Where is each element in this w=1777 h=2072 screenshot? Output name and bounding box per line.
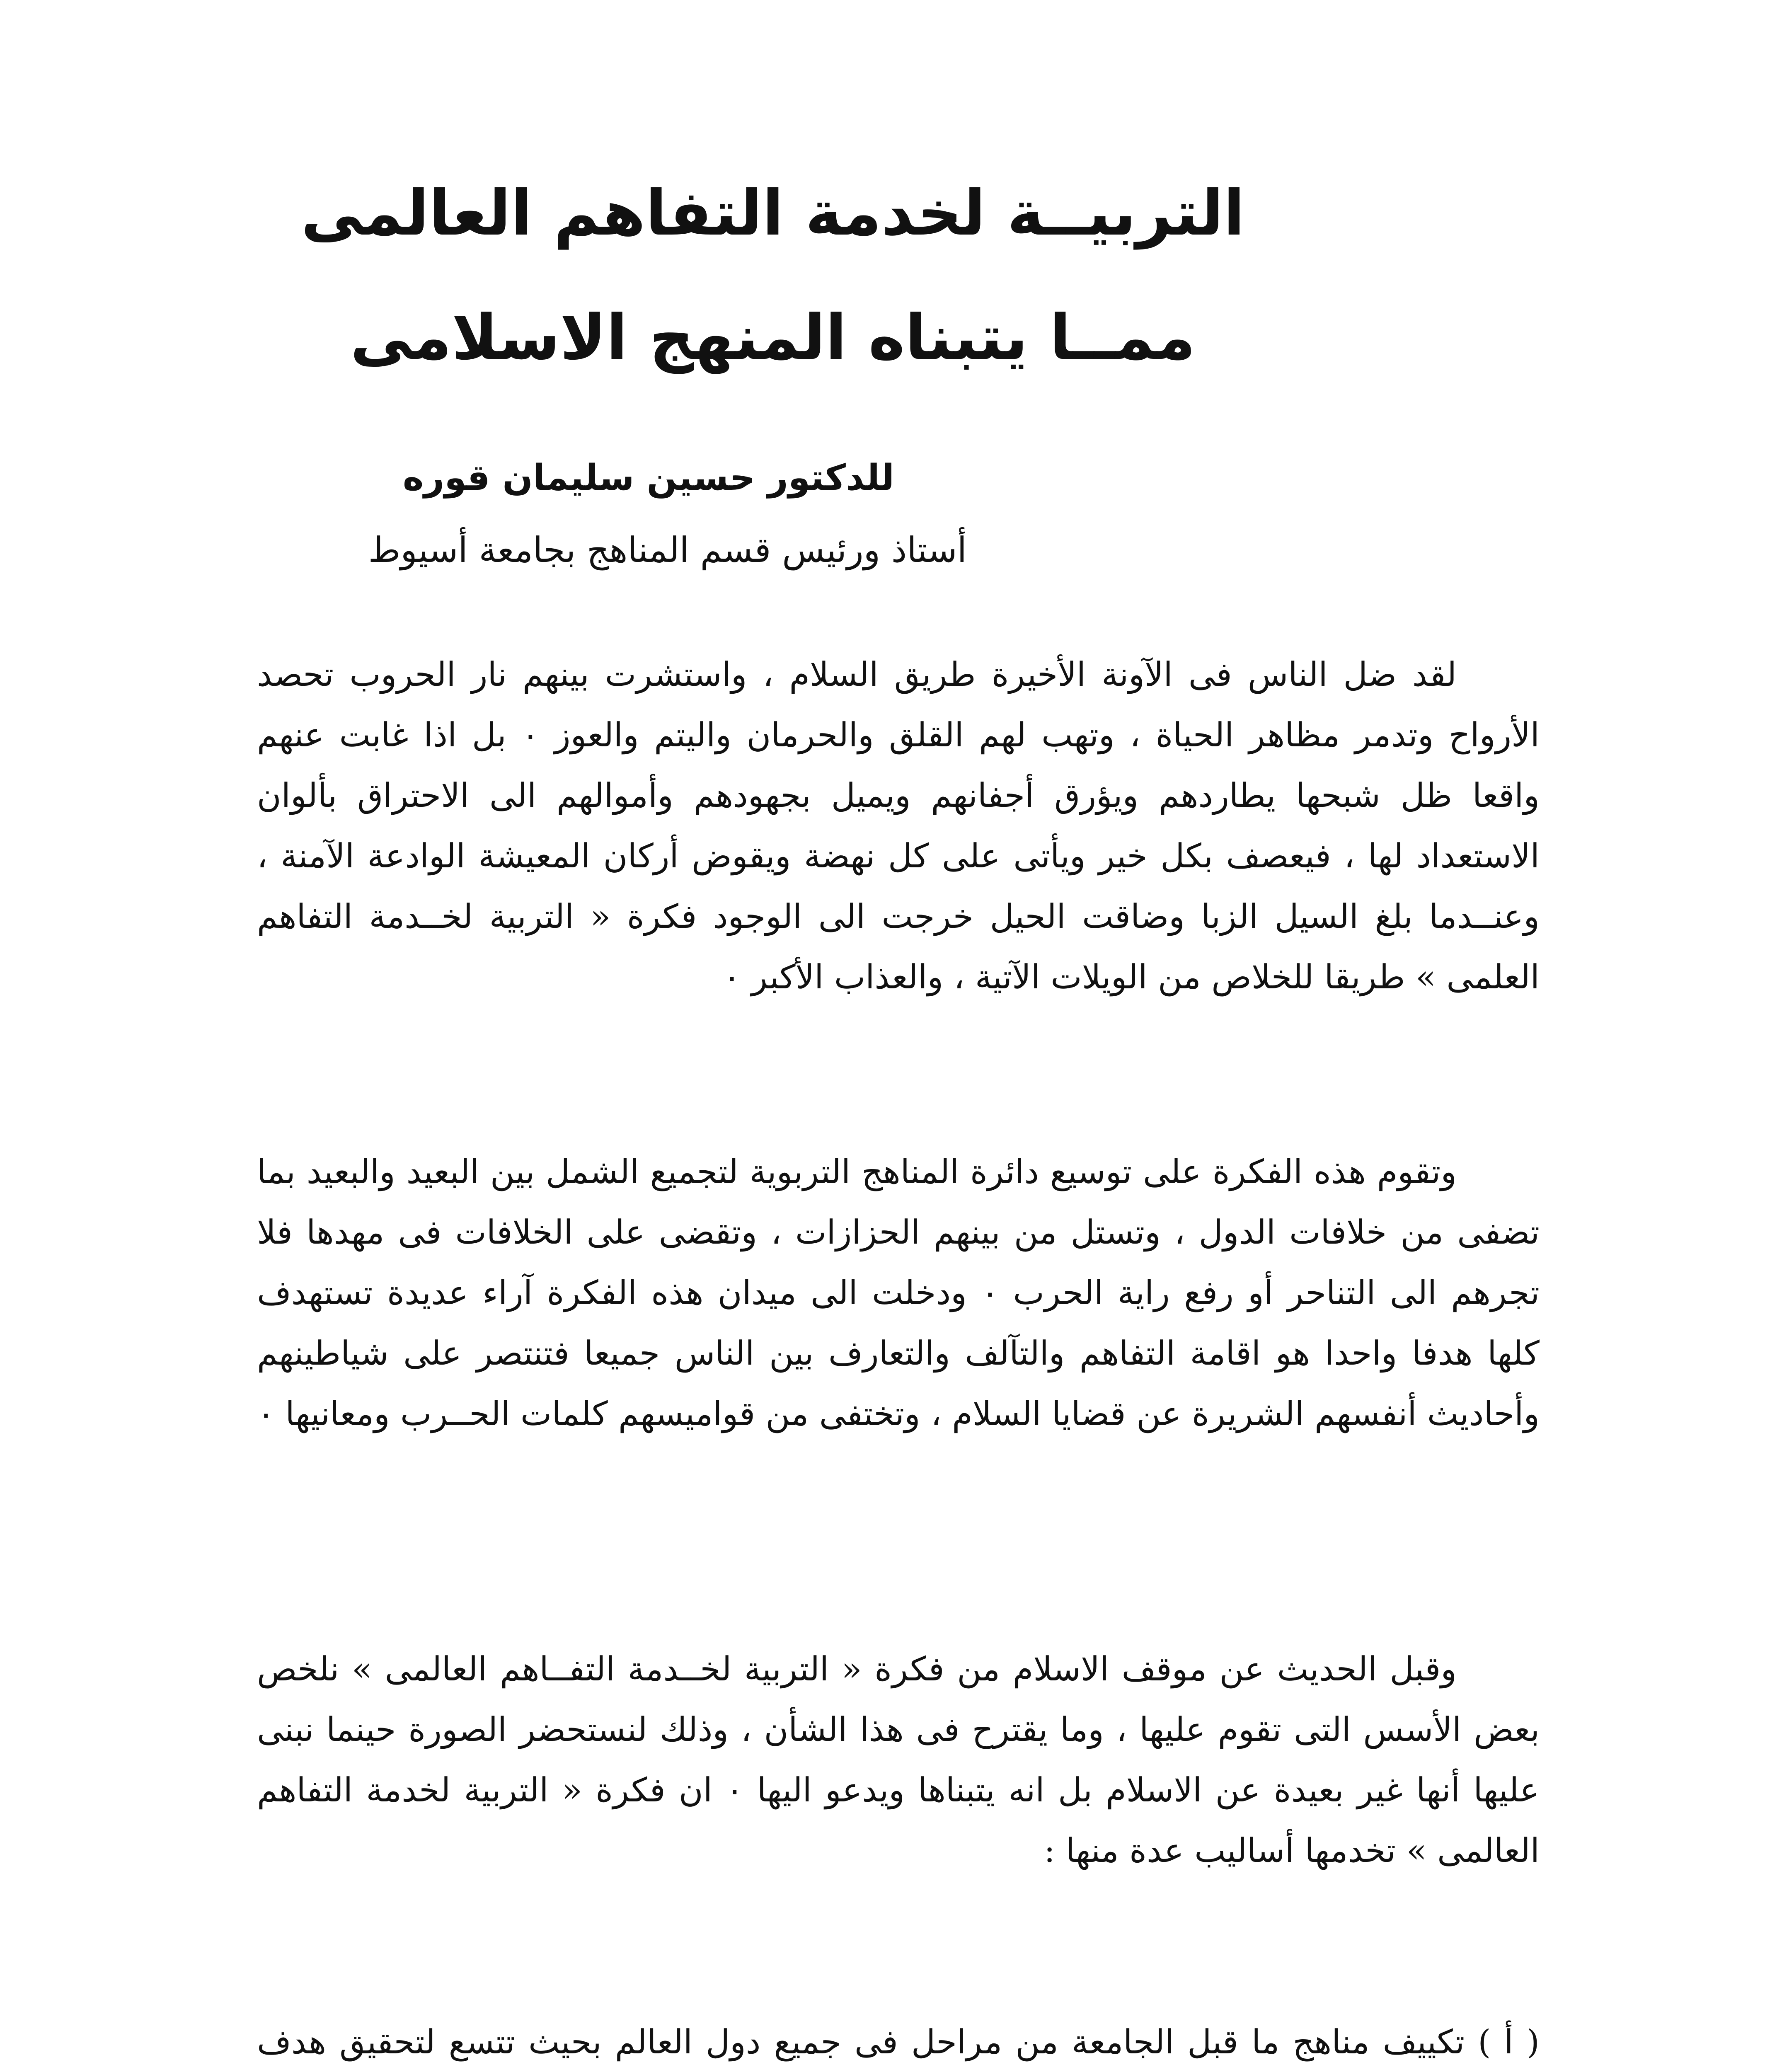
author-name: للدكتور حسين سليمان قوره — [402, 457, 894, 499]
page-title-line-2: ممــا يتبناه المنهج الاسلامى — [350, 302, 1196, 374]
page-title-line-1: التربيــة لخدمة التفاهم العالمى — [301, 177, 1245, 249]
author-position: أستاذ ورئيس قسم المناهج بجامعة أسيوط — [368, 530, 967, 570]
body-paragraph-4: ( أ ) تكييف مناهج ما قبل الجامعة من مراحل فى جميع دول العالم بحيث تتسع لتحقيق هدف — [257, 2023, 1540, 2061]
body-paragraph-1: لقد ضل الناس فى الآونة الأخيرة طريق السلام ، واستشرت بينهم نار الحروب تحصد الأرواح وتدمر مظاهر الحياة ، وتهب لهم القلق والحرمان واليتم والعوز ٠ بل اذا غابت عنهم واقعا ظل شبحها يطاردهم ويؤرق أجفانهم ويميل بجهودهم وأموالهم الى الاحتراق بألوان الاستعداد لها ، فيعصف بكل خير ويأتى على كل نهضة ويقوض أركان المعيشة الوادعة الآمنة ، وعنــدما بلغ السيل الزبا وضاقت الحيل خرجت الى الوجود فكرة « التربية لخــدمة التفاهم العلمى » طريقا للخلاص من الويلات الآتية ، والعذاب الأكبر ٠ — [257, 655, 1540, 996]
body-paragraph-2: وتقوم هذه الفكرة على توسيع دائرة المناهج التربوية لتجميع الشمل بين البعيد والبعيد بما تضفى من خلافات الدول ، وتستل من بينهم الحزازات ، وتقضى على الخلافات فى مهدها فلا تجرهم الى التناحر أو رفع راية الحرب ٠ ودخلت الى ميدان هذه الفكرة آراء عديدة تستهدف كلها هدفا واحدا هو اقامة التفاهم والتآلف والتعارف بين الناس جميعا فتنتصر على شياطينهم وأحاديث أنفسهم الشريرة عن قضايا السلام ، وتختفى من قواميسهم كلمات الحــرب ومعانيها ٠ — [257, 1152, 1540, 1433]
body-paragraph-3: وقبل الحديث عن موقف الاسلام من فكرة « التربية لخــدمة التفــاهم العالمى » نلخص بعض الأسس التى تقوم عليها ، وما يقترح فى هذا الشأن ، وذلك لنستحضر الصورة حينما نبنى عليها أنها غير بعيدة عن الاسلام بل انه يتبناها ويدعو اليها ٠ ان فكرة « التربية لخدمة التفاهم العالمى » تخدمها أساليب عدة منها : — [257, 1650, 1540, 1870]
